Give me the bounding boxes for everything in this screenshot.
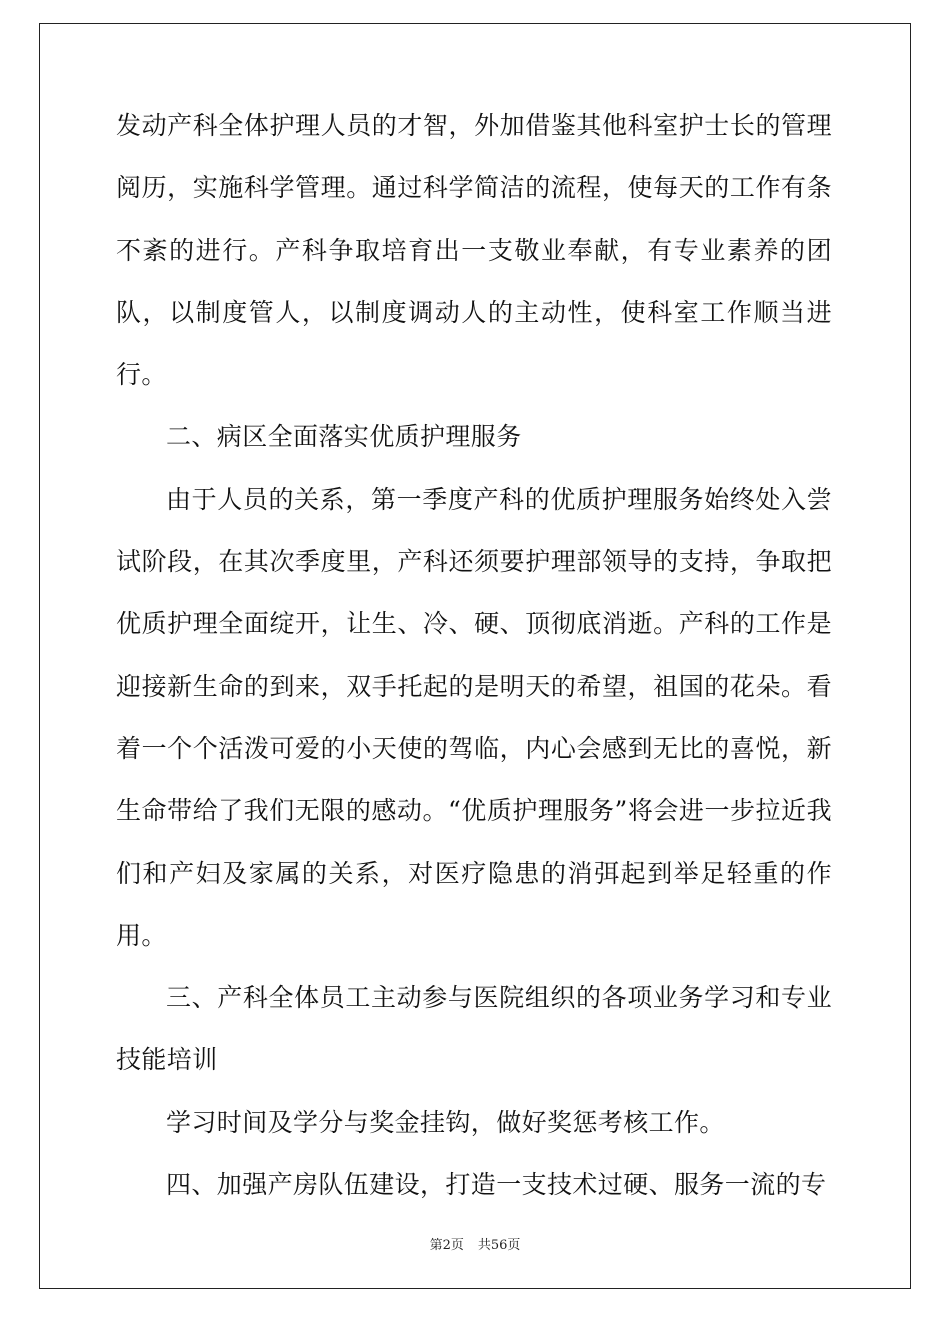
document-body [116,95,832,1216]
section-heading-3: 三、产科全体员工主动参与医院组织的各项业务学习和专业技能培训 [116,983,832,1075]
paragraph-3: 学习时间及学分与奖金挂钩，做好奖惩考核工作。 [166,1107,725,1137]
page-number-current: 第2页 [429,1238,464,1253]
paragraph-2: 由于人员的关系，第一季度产科的优质护理服务始终处入尝试阶段，在其次季度里，产科还须要护理部领导的支持，争取把优质护理全面绽开，让生、冷、硬、顶彻底消逝。产科的工作是迎接新生命的到来，双手托起的是明天的希望，祖国的花朵。看着一个个活泼可爱的小天使的驾临，内心会感到无比的喜悦，新生命带给了我们无限的感动。“优质护理服务”将会进一步拉近我们和产妇及家属的关系，对医疗隐患的消弭起到举足轻重的作用。 [116,484,832,950]
page-footer [0,1234,950,1253]
paragraph-1: 发动产科全体护理人员的才智，外加借鉴其他科室护士长的管理阅历，实施科学管理。通过科学简洁的流程，使每天的工作有条不紊的进行。产科争取培育出一支敬业奉献，有专业素养的团队，以制度管人，以制度调动人的主动性，使科室工作顺当进行。 [116,111,832,390]
page-number-total: 共56页 [477,1238,521,1253]
section-heading-2: 二、病区全面落实优质护理服务 [166,422,522,452]
section-heading-4: 四、加强产房队伍建设，打造一支技术过硬、服务一流的专 [166,1170,827,1200]
